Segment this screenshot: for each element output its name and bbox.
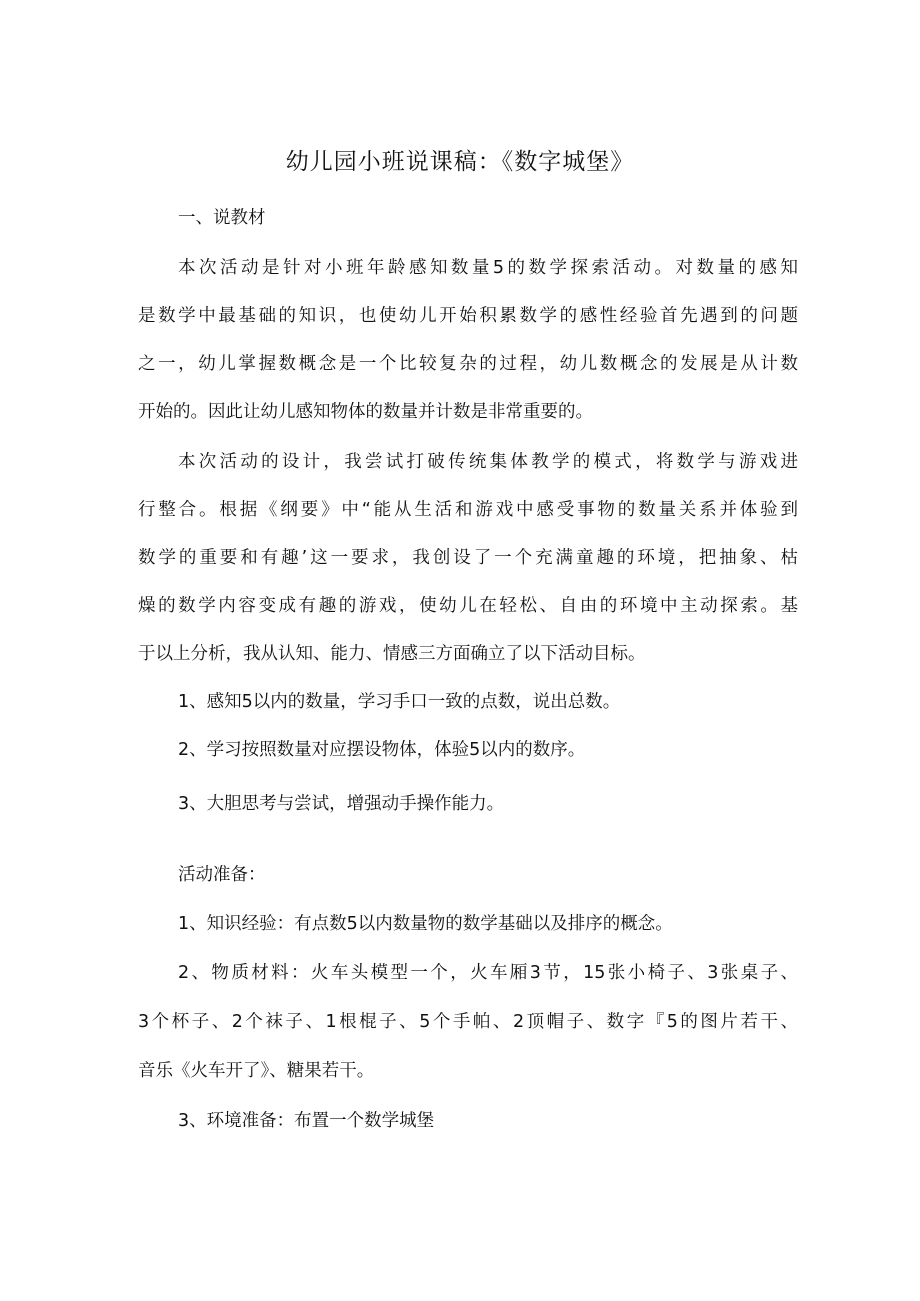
paragraph-2-line-5: 于以上分析，我从认知、能力、情感三方面确立了以下活动目标。	[138, 644, 646, 664]
paragraph-2-line-3: 数学的重要和有趣’这一要求，我创设了一个充满童趣的环境，把抽象、枯	[138, 548, 798, 568]
section-heading-teaching-material: 一、说教材	[178, 208, 266, 228]
prep-heading: 活动准备：	[178, 865, 266, 885]
prep-item-2-line-2: 3个杯子、2个袜子、1根棍子、5个手帕、2顶帽子、数字『5的图片若干、	[138, 1012, 798, 1032]
page-title: 幼儿园小班说课稿：《数字城堡》	[285, 149, 635, 175]
paragraph-1-line-3: 之一，幼儿掌握数概念是一个比较复杂的过程，幼儿数概念的发展是从计数	[138, 354, 798, 374]
prep-item-3: 3、环境准备：布置一个数学城堡	[178, 1111, 435, 1131]
goal-item-1: 1、感知5以内的数量，学习手口一致的点数，说出总数。	[178, 692, 621, 712]
paragraph-2-line-4: 燥的数学内容变成有趣的游戏，使幼儿在轻松、自由的环境中主动探索。基	[138, 596, 798, 616]
prep-item-2-line-1: 2、物质材料：火车头模型一个，火车厢3节，15张小椅子、3张桌子、	[178, 963, 798, 983]
prep-item-2-line-3: 音乐《火车开了》、糖果若干。	[138, 1061, 375, 1081]
goal-item-2: 2、学习按照数量对应摆设物体，体验5以内的数序。	[178, 740, 586, 760]
paragraph-1-line-4: 开始的。因此让幼儿感知物体的数量并计数是非常重要的。	[138, 402, 593, 422]
paragraph-2-line-2: 行整合。根据《纲要》中“能从生活和游戏中感受事物的数量关系并体验到	[138, 500, 798, 520]
prep-item-1: 1、知识经验：有点数5以内数量物的数学基础以及排序的概念。	[178, 914, 673, 934]
goal-item-3: 3、大胆思考与尝试，增强动手操作能力。	[178, 794, 505, 814]
paragraph-1-line-1: 本次活动是针对小班年龄感知数量5的数学探索活动。对数量的感知	[178, 258, 798, 278]
paragraph-1-line-2: 是数学中最基础的知识，也使幼儿开始积累数学的感性经验首先遇到的问题	[138, 306, 798, 326]
paragraph-2-line-1: 本次活动的设计，我尝试打破传统集体教学的模式，将数学与游戏进	[178, 452, 798, 472]
